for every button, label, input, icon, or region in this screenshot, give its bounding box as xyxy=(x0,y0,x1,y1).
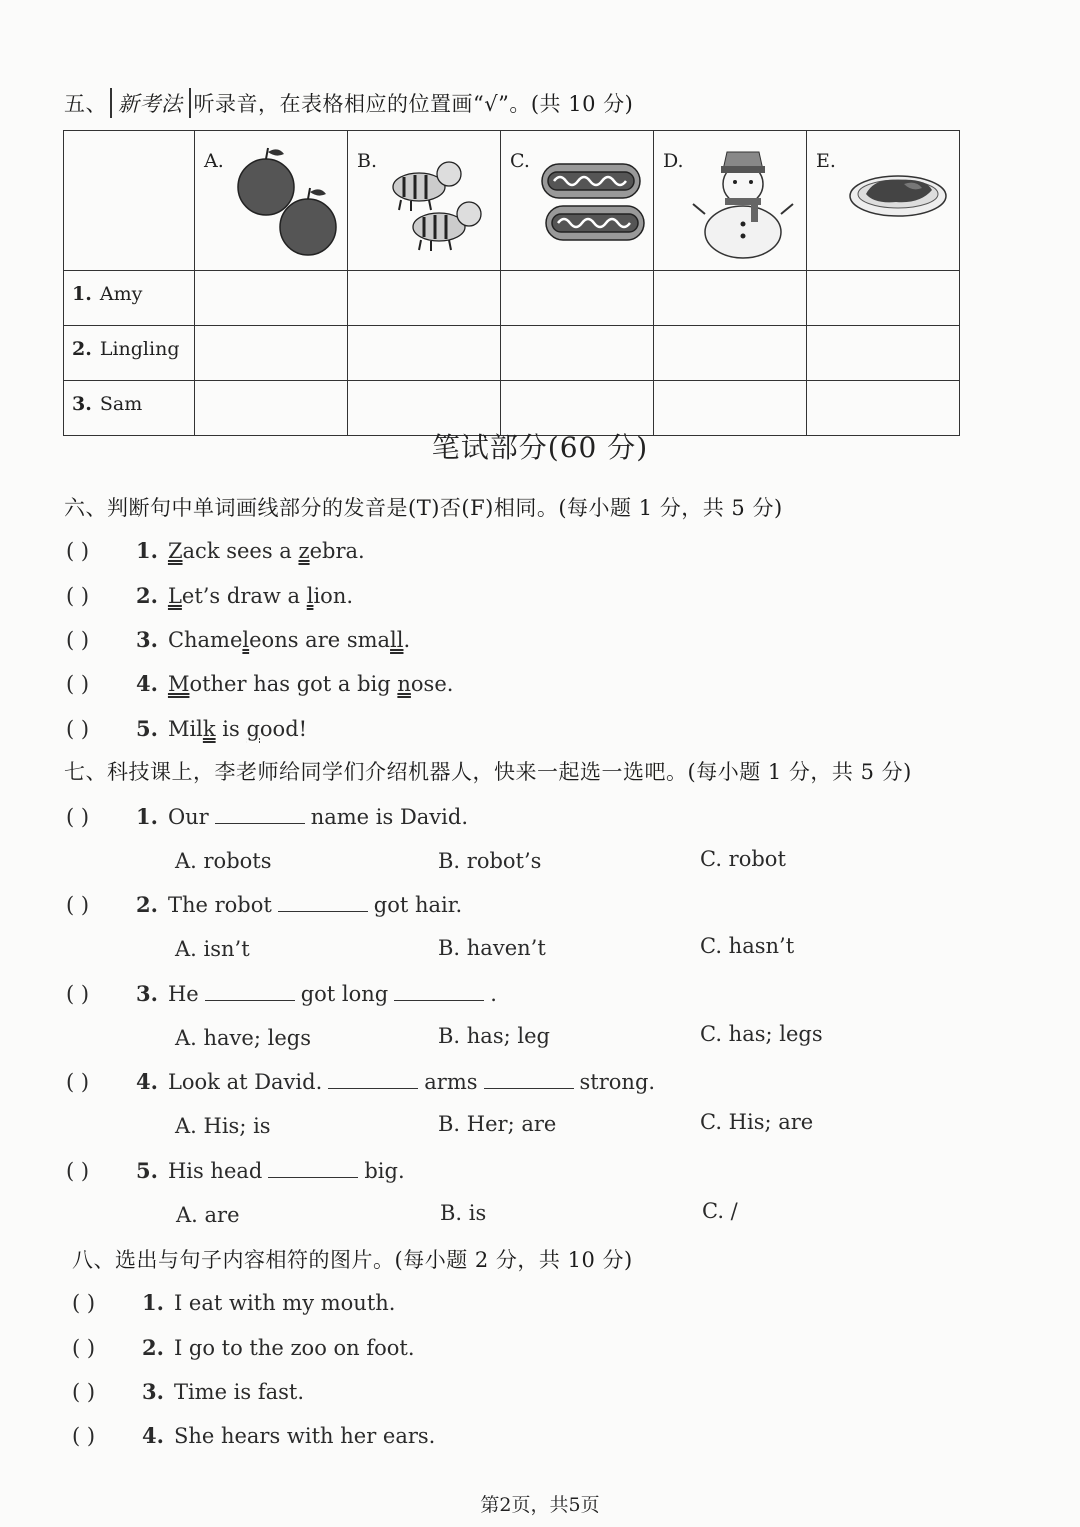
underlined-part: ll xyxy=(390,628,404,652)
answer-paren[interactable]: ( ) xyxy=(66,628,90,652)
option-a[interactable]: A. isn’t xyxy=(175,937,250,961)
col-b xyxy=(348,131,501,271)
section5-prefix: 五、 xyxy=(64,92,107,116)
s8-item-2 xyxy=(72,1335,415,1360)
sentence-part: Chame xyxy=(167,628,243,652)
item-number: 2. xyxy=(142,1335,164,1360)
item-number: 1. xyxy=(136,538,158,563)
answer-paren[interactable]: ( ) xyxy=(66,672,90,696)
row-1-num: 1. xyxy=(72,283,92,305)
underlined-part: g xyxy=(246,717,260,741)
sentence-part: ose. xyxy=(410,672,454,696)
section7-title: 七、科技课上，李老师给同学们介绍机器人，快来一起选一选吧。(每小题 1 分，共 5 分) xyxy=(64,760,912,784)
section5-title xyxy=(64,88,633,118)
s6-item-4 xyxy=(66,671,453,696)
answer-paren[interactable]: ( ) xyxy=(66,584,90,608)
s7-item-1 xyxy=(66,804,468,829)
sentence: I go to the zoo on foot. xyxy=(173,1336,415,1360)
option-c[interactable]: C. His; are xyxy=(700,1110,814,1134)
s6-item-5 xyxy=(66,716,307,741)
question-part: big. xyxy=(364,1159,405,1183)
col-c-label: C. xyxy=(510,150,530,172)
sentence-part: et’s draw a xyxy=(181,584,307,608)
question-part: Look at David. xyxy=(167,1070,323,1094)
question-part: got long xyxy=(300,982,389,1006)
answer-cell[interactable] xyxy=(195,326,348,381)
row-2-label: Lingling xyxy=(99,338,180,360)
fill-blank[interactable] xyxy=(484,1074,574,1089)
sentence: She hears with her ears. xyxy=(173,1424,436,1448)
section5-instructions: 听录音，在表格相应的位置画“√”。(共 10 分) xyxy=(193,92,634,116)
s8-item-3 xyxy=(72,1379,304,1404)
option-b[interactable]: B. haven’t xyxy=(438,936,546,960)
col-a-label: A. xyxy=(204,150,224,172)
option-c[interactable]: C. robot xyxy=(700,847,786,871)
option-b[interactable]: B. is xyxy=(440,1201,487,1225)
fill-blank[interactable] xyxy=(394,986,484,1001)
sentence-part: ion. xyxy=(313,584,354,608)
item-number: 4. xyxy=(136,1069,158,1094)
answer-cell[interactable] xyxy=(654,326,807,381)
answer-cell[interactable] xyxy=(807,326,960,381)
sentence-part: ood! xyxy=(259,717,308,741)
fill-blank[interactable] xyxy=(268,1163,358,1178)
option-c[interactable]: C. hasn’t xyxy=(700,934,795,958)
fill-blank[interactable] xyxy=(215,809,305,824)
option-a[interactable]: A. His; is xyxy=(175,1114,271,1138)
corner-cell xyxy=(64,131,195,271)
answer-cell[interactable] xyxy=(807,271,960,326)
underlined-part: n xyxy=(397,672,411,696)
underlined-part: l xyxy=(306,584,314,608)
answer-cell[interactable] xyxy=(501,271,654,326)
col-e-label: E. xyxy=(816,150,836,172)
col-a xyxy=(195,131,348,271)
question-part: He xyxy=(167,982,199,1006)
question-part: His head xyxy=(167,1159,263,1183)
item-number: 5. xyxy=(136,1158,158,1183)
option-c[interactable]: C. / xyxy=(702,1199,738,1223)
row-2-num: 2. xyxy=(72,338,92,360)
option-c[interactable]: C. has; legs xyxy=(700,1022,823,1046)
answer-paren[interactable]: ( ) xyxy=(66,982,90,1006)
option-b[interactable]: B. robot’s xyxy=(438,849,542,873)
col-e xyxy=(807,131,960,271)
question-part: name is David. xyxy=(310,805,469,829)
option-a[interactable]: A. have; legs xyxy=(175,1026,311,1050)
col-d xyxy=(654,131,807,271)
col-c xyxy=(501,131,654,271)
option-b[interactable]: B. Her; are xyxy=(438,1112,557,1136)
fill-blank[interactable] xyxy=(205,986,295,1001)
question-part: . xyxy=(490,982,497,1006)
sentence-part: ebra. xyxy=(309,539,365,563)
page-footer: 第2页，共5页 xyxy=(480,1494,600,1516)
item-number: 4. xyxy=(136,671,158,696)
question-part: got hair. xyxy=(373,893,463,917)
col-d-label: D. xyxy=(663,150,684,172)
item-number: 5. xyxy=(136,716,158,741)
new-exam-tag: 新考法 xyxy=(110,88,191,118)
answer-cell[interactable] xyxy=(501,326,654,381)
item-number: 1. xyxy=(136,804,158,829)
section6-title: 六、判断句中单词画线部分的发音是(T)否(F)相同。(每小题 1 分，共 5 分) xyxy=(64,496,783,520)
row-2-name xyxy=(64,326,195,381)
question-part: arms xyxy=(424,1070,478,1094)
answer-paren[interactable]: ( ) xyxy=(72,1424,96,1448)
answer-paren[interactable]: ( ) xyxy=(72,1380,96,1404)
option-a[interactable]: A. robots xyxy=(175,849,272,873)
s7-item-2 xyxy=(66,892,462,917)
sentence-part: Mil xyxy=(167,717,203,741)
item-number: 3. xyxy=(136,981,158,1006)
s8-item-4 xyxy=(72,1423,435,1448)
written-part-title: 笔试部分(60 分) xyxy=(431,431,649,464)
underlined-part: k xyxy=(202,717,216,741)
s7-item-4 xyxy=(66,1069,655,1094)
row-1-name xyxy=(64,271,195,326)
s7-item-5 xyxy=(66,1158,405,1183)
sentence-part: ack sees a xyxy=(182,539,299,563)
s8-item-1 xyxy=(72,1290,395,1315)
sentence-part: is xyxy=(215,717,247,741)
answer-paren[interactable]: ( ) xyxy=(66,1070,90,1094)
fill-blank[interactable] xyxy=(328,1074,418,1089)
question-part: The robot xyxy=(167,893,272,917)
fill-blank[interactable] xyxy=(278,897,368,912)
answer-cell[interactable] xyxy=(348,326,501,381)
underlined-part: L xyxy=(167,584,182,608)
item-number: 2. xyxy=(136,892,158,917)
question-part: Our xyxy=(167,805,209,829)
answer-cell[interactable] xyxy=(195,271,348,326)
section8-title: 八、选出与句子内容相符的图片。(每小题 2 分，共 10 分) xyxy=(72,1248,633,1272)
answer-paren[interactable]: ( ) xyxy=(66,893,90,917)
s6-item-1 xyxy=(66,538,365,563)
answer-paren[interactable]: ( ) xyxy=(66,1159,90,1183)
sentence-part: eons are sma xyxy=(249,628,391,652)
underlined-part: z xyxy=(298,539,310,563)
item-number: 3. xyxy=(136,627,158,652)
answer-cell[interactable] xyxy=(348,271,501,326)
option-a[interactable]: A. are xyxy=(176,1203,240,1227)
underlined-part: M xyxy=(167,672,190,696)
item-number: 3. xyxy=(142,1379,164,1404)
sentence: I eat with my mouth. xyxy=(173,1291,396,1315)
answer-paren[interactable]: ( ) xyxy=(72,1291,96,1315)
underlined-part: l xyxy=(242,628,250,652)
listening-table xyxy=(63,130,960,436)
answer-paren[interactable]: ( ) xyxy=(72,1336,96,1360)
row-3-label: Sam xyxy=(99,393,143,415)
option-b[interactable]: B. has; leg xyxy=(438,1024,550,1048)
answer-cell[interactable] xyxy=(654,271,807,326)
sentence: Time is fast. xyxy=(173,1380,305,1404)
row-1-label: Amy xyxy=(99,283,143,305)
item-number: 1. xyxy=(142,1290,164,1315)
sentence-part: . xyxy=(403,628,411,652)
answer-paren[interactable]: ( ) xyxy=(66,717,90,741)
sentence-part: other has got a big xyxy=(189,672,398,696)
col-b-label: B. xyxy=(357,150,378,172)
question-part: strong. xyxy=(579,1070,656,1094)
answer-paren[interactable]: ( ) xyxy=(66,805,90,829)
item-number: 2. xyxy=(136,583,158,608)
item-number: 4. xyxy=(142,1423,164,1448)
underlined-part: Z xyxy=(167,539,183,563)
answer-paren[interactable]: ( ) xyxy=(66,539,90,563)
row-3-num: 3. xyxy=(72,393,92,415)
s7-item-3 xyxy=(66,981,497,1006)
s6-item-2 xyxy=(66,583,353,608)
s6-item-3 xyxy=(66,627,410,652)
